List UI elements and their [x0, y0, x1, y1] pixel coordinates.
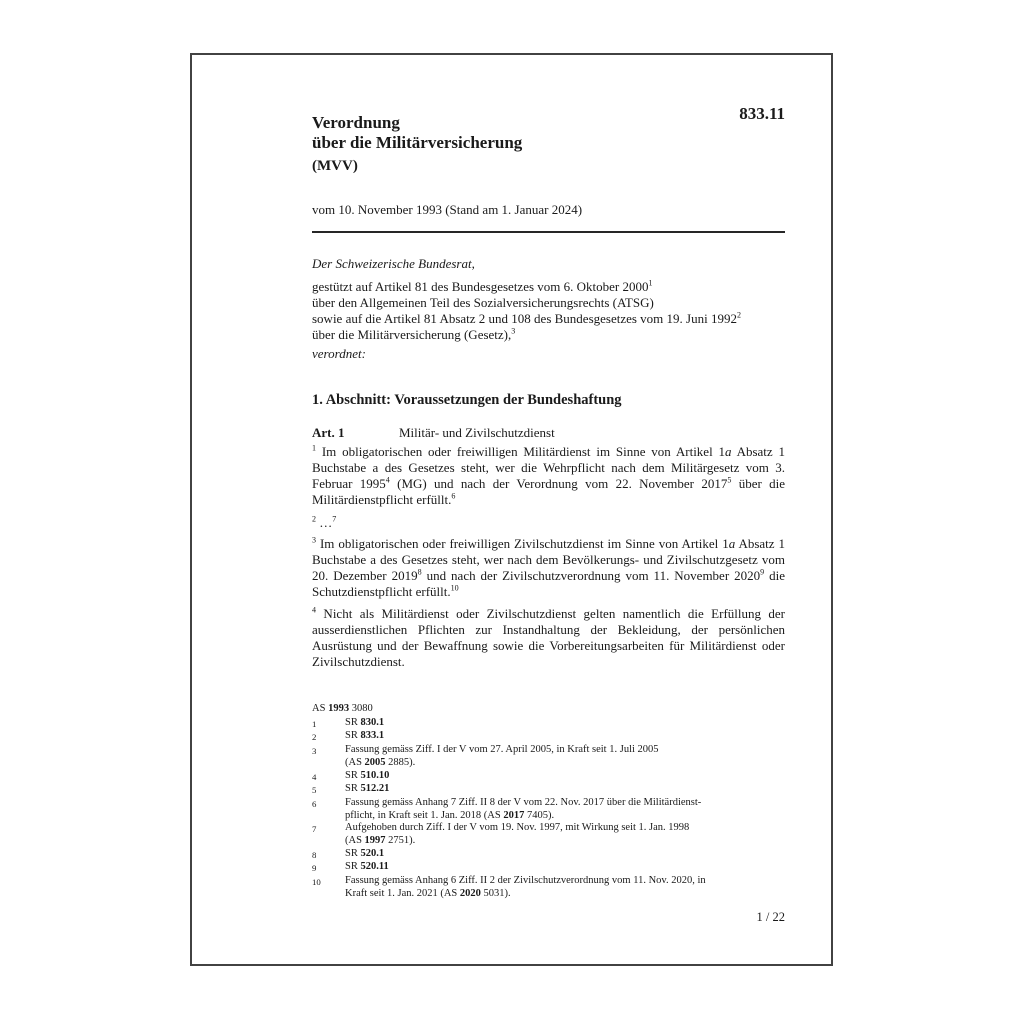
footnote-item — [312, 797, 785, 822]
footnote-item — [312, 848, 785, 862]
document-page — [190, 53, 833, 966]
preamble-basis-line: sowie auf die Artikel 81 Absatz 2 und 108 des Bundesgesetzes vom 19. Juni 1992$^2$ — [312, 310, 742, 326]
footnote-number: 6 — [312, 798, 317, 809]
footnote-number: 3 — [312, 746, 317, 757]
footnote-text: Aufgehoben durch Ziff. I der V vom 19. Nov. 1997, mit Wirkung seit 1. Jan. 1998 (AS 1997 2751). — [345, 822, 690, 847]
article-label: Art. 1 — [312, 425, 345, 440]
enacting-clause: verordnet: — [312, 346, 366, 361]
header-divider — [312, 231, 785, 233]
article-paragraph-3: $^3$ Im obligatorischen oder freiwilligen Zivilschutzdienst im Sinne von Artikel 1a Absatz 1 Buchstabe a des Gesetzes steht, wer nach dem Bevölkerungs- und Zivilschutzgesetz vom 20. Dezember 2019$^8$ und nach der Zivilschutzverordnung vom 11. November 2020$^9$ die Schutzdienstpflicht erfüllt.$^{10}$ — [312, 535, 785, 599]
date-status-line: vom 10. November 1993 (Stand am 1. Januar 2024) — [312, 202, 583, 217]
preamble-author: Der Schweizerische Bundesrat, — [312, 256, 475, 271]
footnote-item — [312, 861, 785, 875]
document-header — [312, 104, 785, 175]
footnote-number: 1 — [312, 718, 317, 729]
footnote-item — [312, 744, 785, 769]
footnote-number: 10 — [312, 877, 321, 888]
footnote-item — [312, 730, 785, 744]
footnote-text: Fassung gemäss Ziff. I der V vom 27. April 2005, in Kraft seit 1. Juli 2005 (AS 2005 2885). — [345, 744, 659, 768]
document-title — [312, 104, 785, 153]
footnote-number: 9 — [312, 863, 317, 874]
page-number: 1 / 22 — [756, 910, 785, 924]
footnote-item — [312, 770, 785, 784]
footnote-text: SR 510.10 — [345, 769, 390, 781]
footnote-item — [312, 717, 785, 731]
article-title: Militär- und Zivilschutzdienst — [399, 425, 555, 440]
preamble-basis-line: gestützt auf Artikel 81 des Bundesgesetzes vom 6. Oktober 2000$^1$ — [312, 278, 653, 294]
footnote-number: 8 — [312, 849, 317, 860]
page-content — [312, 55, 785, 964]
document-abbreviation: (MVV) — [312, 158, 358, 174]
footnote-text: SR 520.11 — [345, 861, 389, 873]
footnote-text: Fassung gemäss Anhang 7 Ziff. II 8 der V vom 22. Nov. 2017 über die Militärdienst- pflicht, in Kraft seit 1. Jan. 2018 (AS 2017 7405). — [345, 796, 702, 821]
footnote-text: SR 833.1 — [345, 730, 385, 742]
footnote-item — [312, 783, 785, 797]
footnote-text: Fassung gemäss Anhang 6 Ziff. II 2 der Zivilschutzverordnung vom 11. Nov. 2020, in Kraft seit 1. Jan. 2021 (AS 2020 5031). — [345, 875, 706, 899]
footnote-as-reference: AS 1993 3080 — [312, 703, 373, 714]
footnotes-block — [312, 703, 785, 901]
footnote-number: 2 — [312, 732, 317, 743]
footnote-number: 5 — [312, 785, 317, 796]
article-heading — [312, 425, 785, 441]
footnote-number: 7 — [312, 824, 317, 835]
article-paragraph-1: $^1$ Im obligatorischen oder freiwilligen Militärdienst im Sinne von Artikel 1a Absatz 1 Buchstabe a des Gesetzes steht, wer die Wehrpflicht nach dem Militärgesetz vom 3. Februar 1995$^4$ (MG) und nach der Verordnung vom 22. November 2017$^5$ über die Militärdienstpflicht erfüllt.$^6$ — [312, 443, 786, 507]
footnote-item — [312, 822, 785, 847]
footnote-text: SR 520.1 — [345, 847, 385, 859]
article-paragraph-2: $^2$ …$^7$ — [312, 514, 337, 530]
footnote-text: SR 512.21 — [345, 783, 390, 795]
section-heading: 1. Abschnitt: Voraussetzungen der Bundeshaftung — [312, 392, 622, 408]
article-paragraph-4: $^4$ Nicht als Militärdienst oder Zivilschutzdienst gelten namentlich die Erfüllung der ausserdienstlichen Pflichten zur Instandhaltung der Bekleidung, der persönlichen Ausrüstung und der Bewaffnung sowie die Vorbereitungsarbeiten für Militärdienst oder Zivilschutzdienst. — [312, 605, 785, 669]
footnote-item — [312, 875, 785, 900]
preamble-basis-line: über die Militärversicherung (Gesetz),$^3$ — [312, 326, 516, 342]
document-code: 833.11 — [739, 104, 785, 123]
document-title-line2: über die Militärversicherung — [312, 133, 523, 152]
preamble-basis — [312, 279, 785, 343]
footnote-number: 4 — [312, 771, 317, 782]
preamble-basis-line: über den Allgemeinen Teil des Sozialversicherungsrechts (ATSG) — [312, 295, 654, 310]
document-title-line1: Verordnung — [312, 113, 400, 132]
footnote-text: SR 830.1 — [345, 716, 385, 728]
